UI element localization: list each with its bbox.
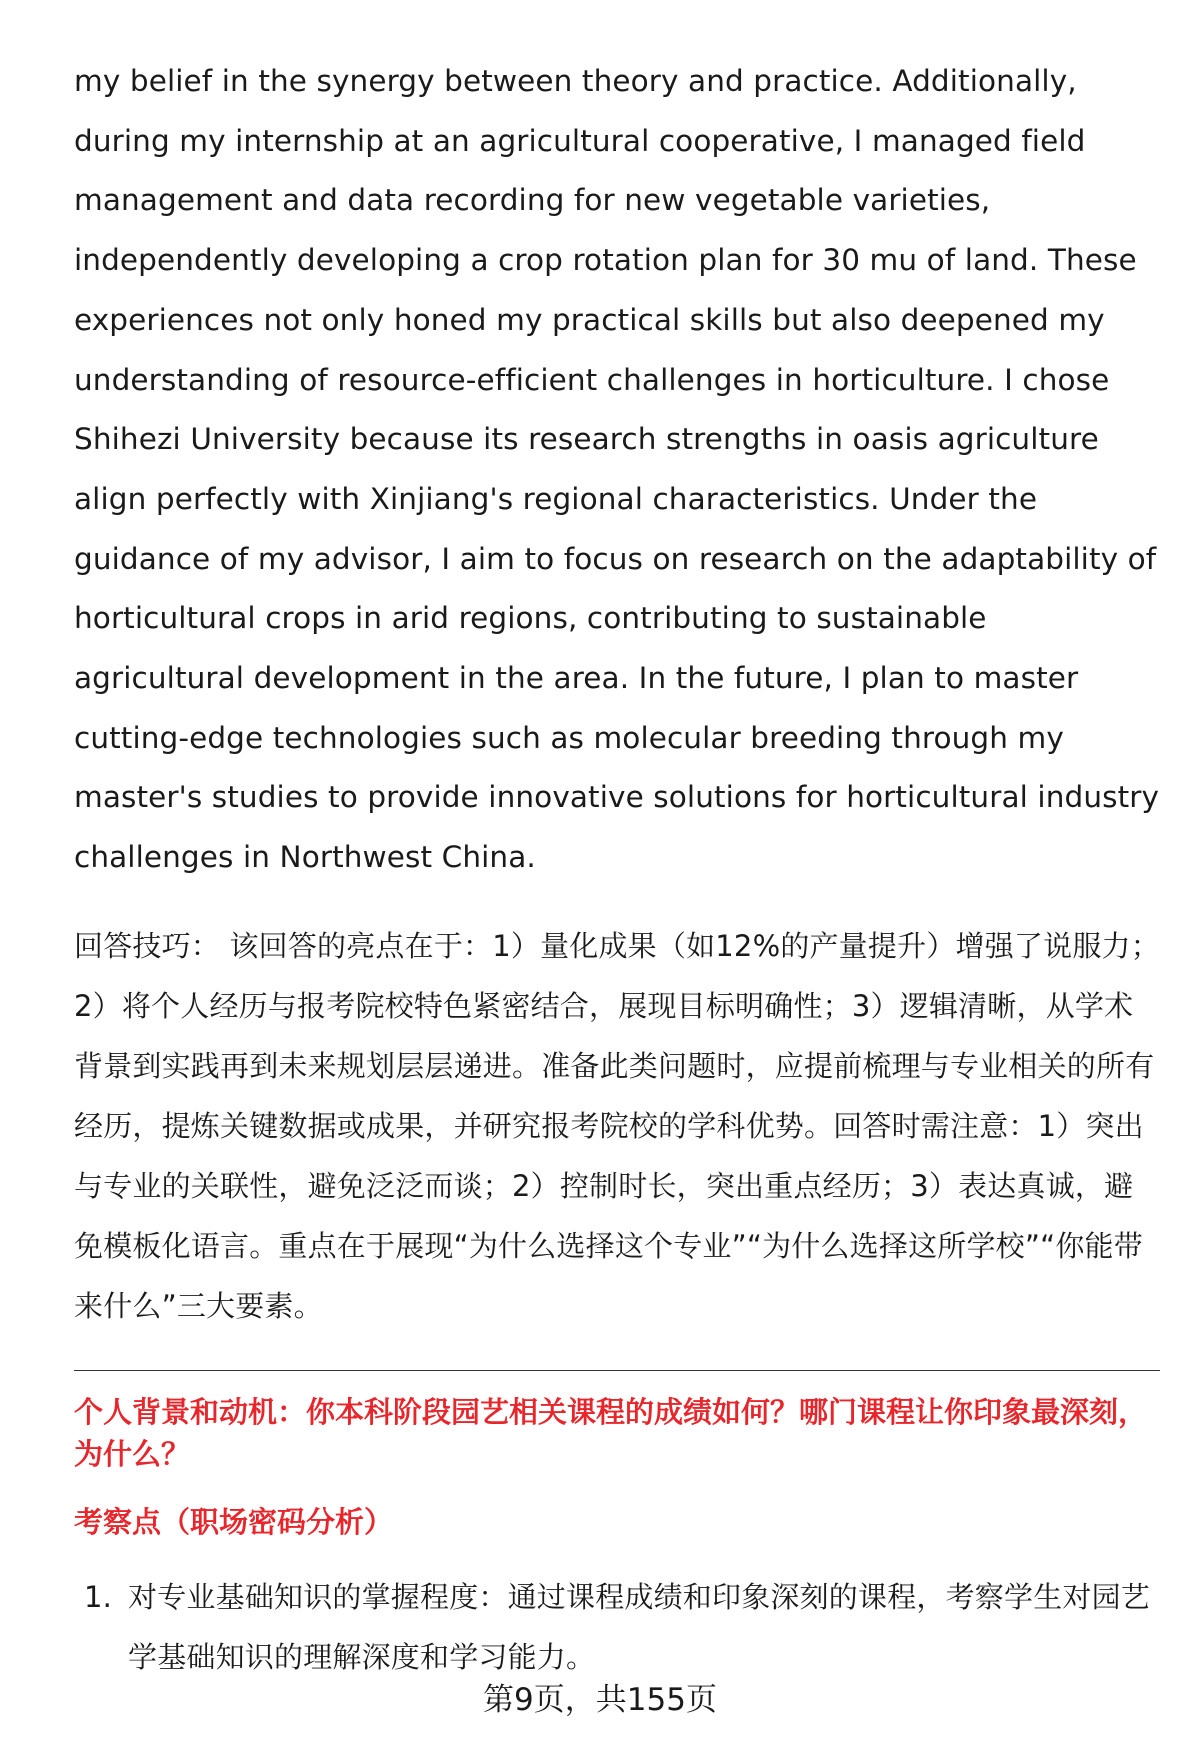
- list-item-text: 对专业基础知识的掌握程度：通过课程成绩和印象深刻的课程，考察学生对园艺学基础知识的理解深度和学习能力。: [128, 1579, 1151, 1674]
- list-item-number: 1.: [84, 1579, 113, 1614]
- page-number-footer: 第9页，共155页: [483, 1682, 717, 1718]
- answer-tips-paragraph: 回答技巧： 该回答的亮点在于：1）量化成果（如12%的产量提升）增强了说服力；2）将个人经历与报考院校特色紧密结合，展现目标明确性；3）逻辑清晰，从学术背景到实践再到未来规划层层递进。准备此类问题时，应提前梳理与专业相关的所有经历，提炼关键数据或成果，并研究报考院校的学科优势。回答时需注意：1）突出与专业的关联性，避免泛泛而谈；2）控制时长，突出重点经历；3）表达真诚，避免模板化语言。重点在于展现“为什么选择这个专业”“为什么选择这所学校”“你能带来什么”三大要素。: [74, 928, 1160, 1323]
- section-divider: [74, 1370, 1160, 1371]
- question-heading: 个人背景和动机：你本科阶段园艺相关课程的成绩如何？哪门课程让你印象最深刻，为什么？: [74, 1394, 1148, 1471]
- document-page: [74, 52, 1160, 1687]
- assessment-points-list: [74, 1567, 1160, 1687]
- assessment-points-title: 考察点（职场密码分析）: [74, 1504, 394, 1539]
- list-item: [74, 1567, 1160, 1687]
- answer-english-paragraph: my belief in the synergy between theory and practice. Additionally, during my internship at an agricultural cooperative, I managed field management and data recording for new vegetable varieties, independently developing a crop rotation plan for 30 mu of land. These experiences not only honed my practical skills but also deepened my understanding of resource-efficient challenges in horticulture. I chose Shihezi University because its research strengths in oasis agriculture align perfectly with Xinjiang's regional characteristics. Under the guidance of my advisor, I aim to focus on research on the adaptability of horticultural crops in arid regions, contributing to sustainable agricultural development in the area. In the future, I plan to master cutting-edge technologies such as molecular breeding through my master's studies to provide innovative solutions for horticultural industry challenges in Northwest China.: [74, 64, 1160, 875]
